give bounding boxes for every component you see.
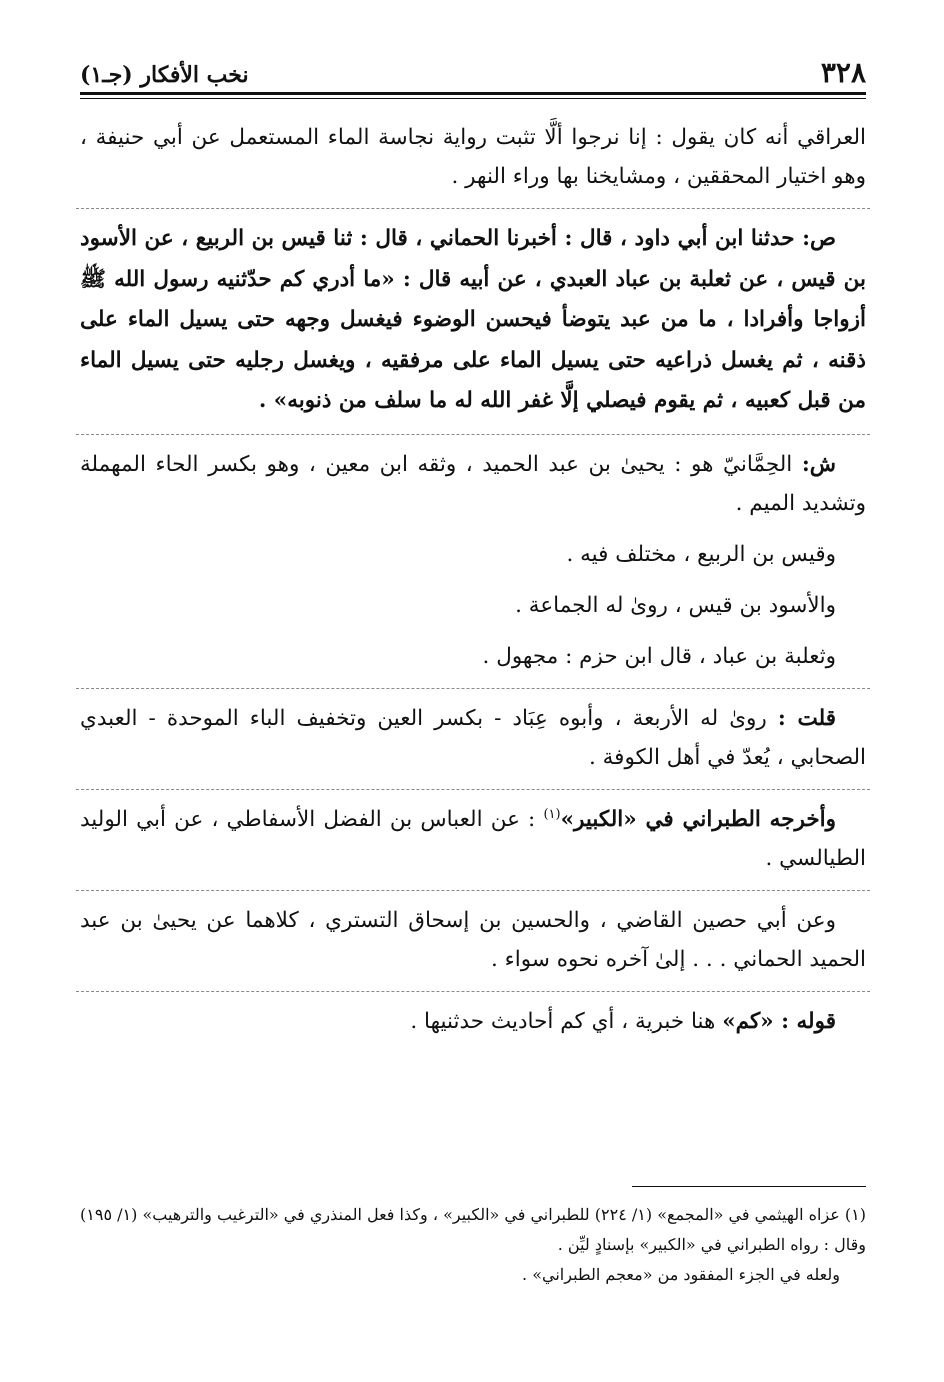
running-title: نخب الأفكار (جـ١) [80, 62, 249, 88]
paragraph-separator [76, 789, 870, 790]
paragraph-aswad: والأسود بن قيس ، روىٰ له الجماعة . [515, 592, 836, 618]
paragraph-takhrij [80, 800, 866, 878]
paragraph-thalaba: وثعلبة بن عباد ، قال ابن حزم : مجهول . [482, 643, 836, 669]
qultu-text: روىٰ له الأربعة ، وأبوه عِبَاد - بكسر العين وتخفيف الباء الموحدة - العبدي الصحابي ، يُعدّ في أهل الكوفة . [80, 705, 866, 770]
footnote-1-note: ولعله في الجزء المفقود من «معجم الطبراني» . [522, 1265, 840, 1284]
paragraph-qultu [80, 699, 866, 777]
paragraph-qays: وقيس بن الربيع ، مختلف فيه . [566, 541, 836, 567]
footnote-1: (١) عزاه الهيثمي في «المجمع» (١/ ٢٢٤) للطبراني في «الكبير» ، وكذا فعل المنذري في «الترغيب والترهيب» (١/ ١٩٥) وقال : رواه الطبراني في «الكبير» بإسنادٍ ليِّن . [80, 1205, 867, 1254]
qawluhu-text: هنا خبرية ، أي كم أحاديث حدثنيها . [410, 1008, 716, 1034]
paragraph-hussein: وعن أبي حصين القاضي ، والحسين بن إسحاق التستري ، كلاهما عن يحيىٰ بن عبد الحميد الحماني . . . إلىٰ آخره نحوه سواء . [80, 907, 866, 972]
paragraph-qawluhu [80, 1002, 866, 1041]
header-rule-thin [80, 98, 866, 99]
sharh-text: الحِمَّانيّ هو : يحيىٰ بن عبد الحميد ، وثقه ابن معين ، وهو بكسر الحاء المهملة وتشديد الميم . [80, 451, 866, 516]
footnote-reference[interactable]: (١) [543, 806, 561, 822]
paragraph-sharh [80, 445, 866, 523]
main-text [80, 118, 866, 1053]
takhrij-label: وأخرجه الطبراني في «الكبير» [560, 806, 836, 832]
sharh-label: ش: [801, 451, 836, 477]
paragraph-separator [76, 434, 870, 435]
page-header [80, 44, 866, 92]
page-number: ٣٢٨ [820, 56, 866, 89]
paragraph-intro: العراقي أنه كان يقول : إنا نرجوا ألَّا تثبت رواية نجاسة الماء المستعمل عن أبي حنيفة ، وهو اختيار المحققين ، ومشايخنا بها وراء النهر . [80, 125, 866, 189]
qawluhu-label: قوله : «كم» [722, 1008, 836, 1034]
paragraph-separator [76, 991, 870, 992]
hadith-text: ص: حدثنا ابن أبي داود ، قال : أخبرنا الحماني ، قال : ثنا قيس بن الربيع ، عن الأسود بن قيس ، عن ثعلبة بن عباد العبدي ، عن أبيه قال : «ما أدري كم حدّثنيه رسول الله ﷺ أزواجا وأفرادا ، ما من عبد يتوضأ فيحسن الوضوء فيغسل وجهه حتى يسيل الماء على ذقنه ، ثم يغسل ذراعيه حتى يسيل الماء على مرفقيه ، ويغسل رجليه حتى يسيل الماء من قبل كعبيه ، ثم يقوم فيصلي إلَّا غفر الله له ما سلف من ذنوبه» . [80, 226, 866, 413]
footnote-rule [632, 1186, 866, 1187]
footnotes [80, 1200, 866, 1290]
paragraph-separator [76, 208, 870, 209]
takhrij-text: : عن العباس بن الفضل الأسفاطي ، عن أبي الوليد الطيالسي . [80, 806, 866, 871]
paragraph-separator [76, 890, 870, 891]
paragraph-separator [76, 688, 870, 689]
header-rule-thick [80, 92, 866, 95]
qultu-label: قلت : [777, 705, 836, 731]
